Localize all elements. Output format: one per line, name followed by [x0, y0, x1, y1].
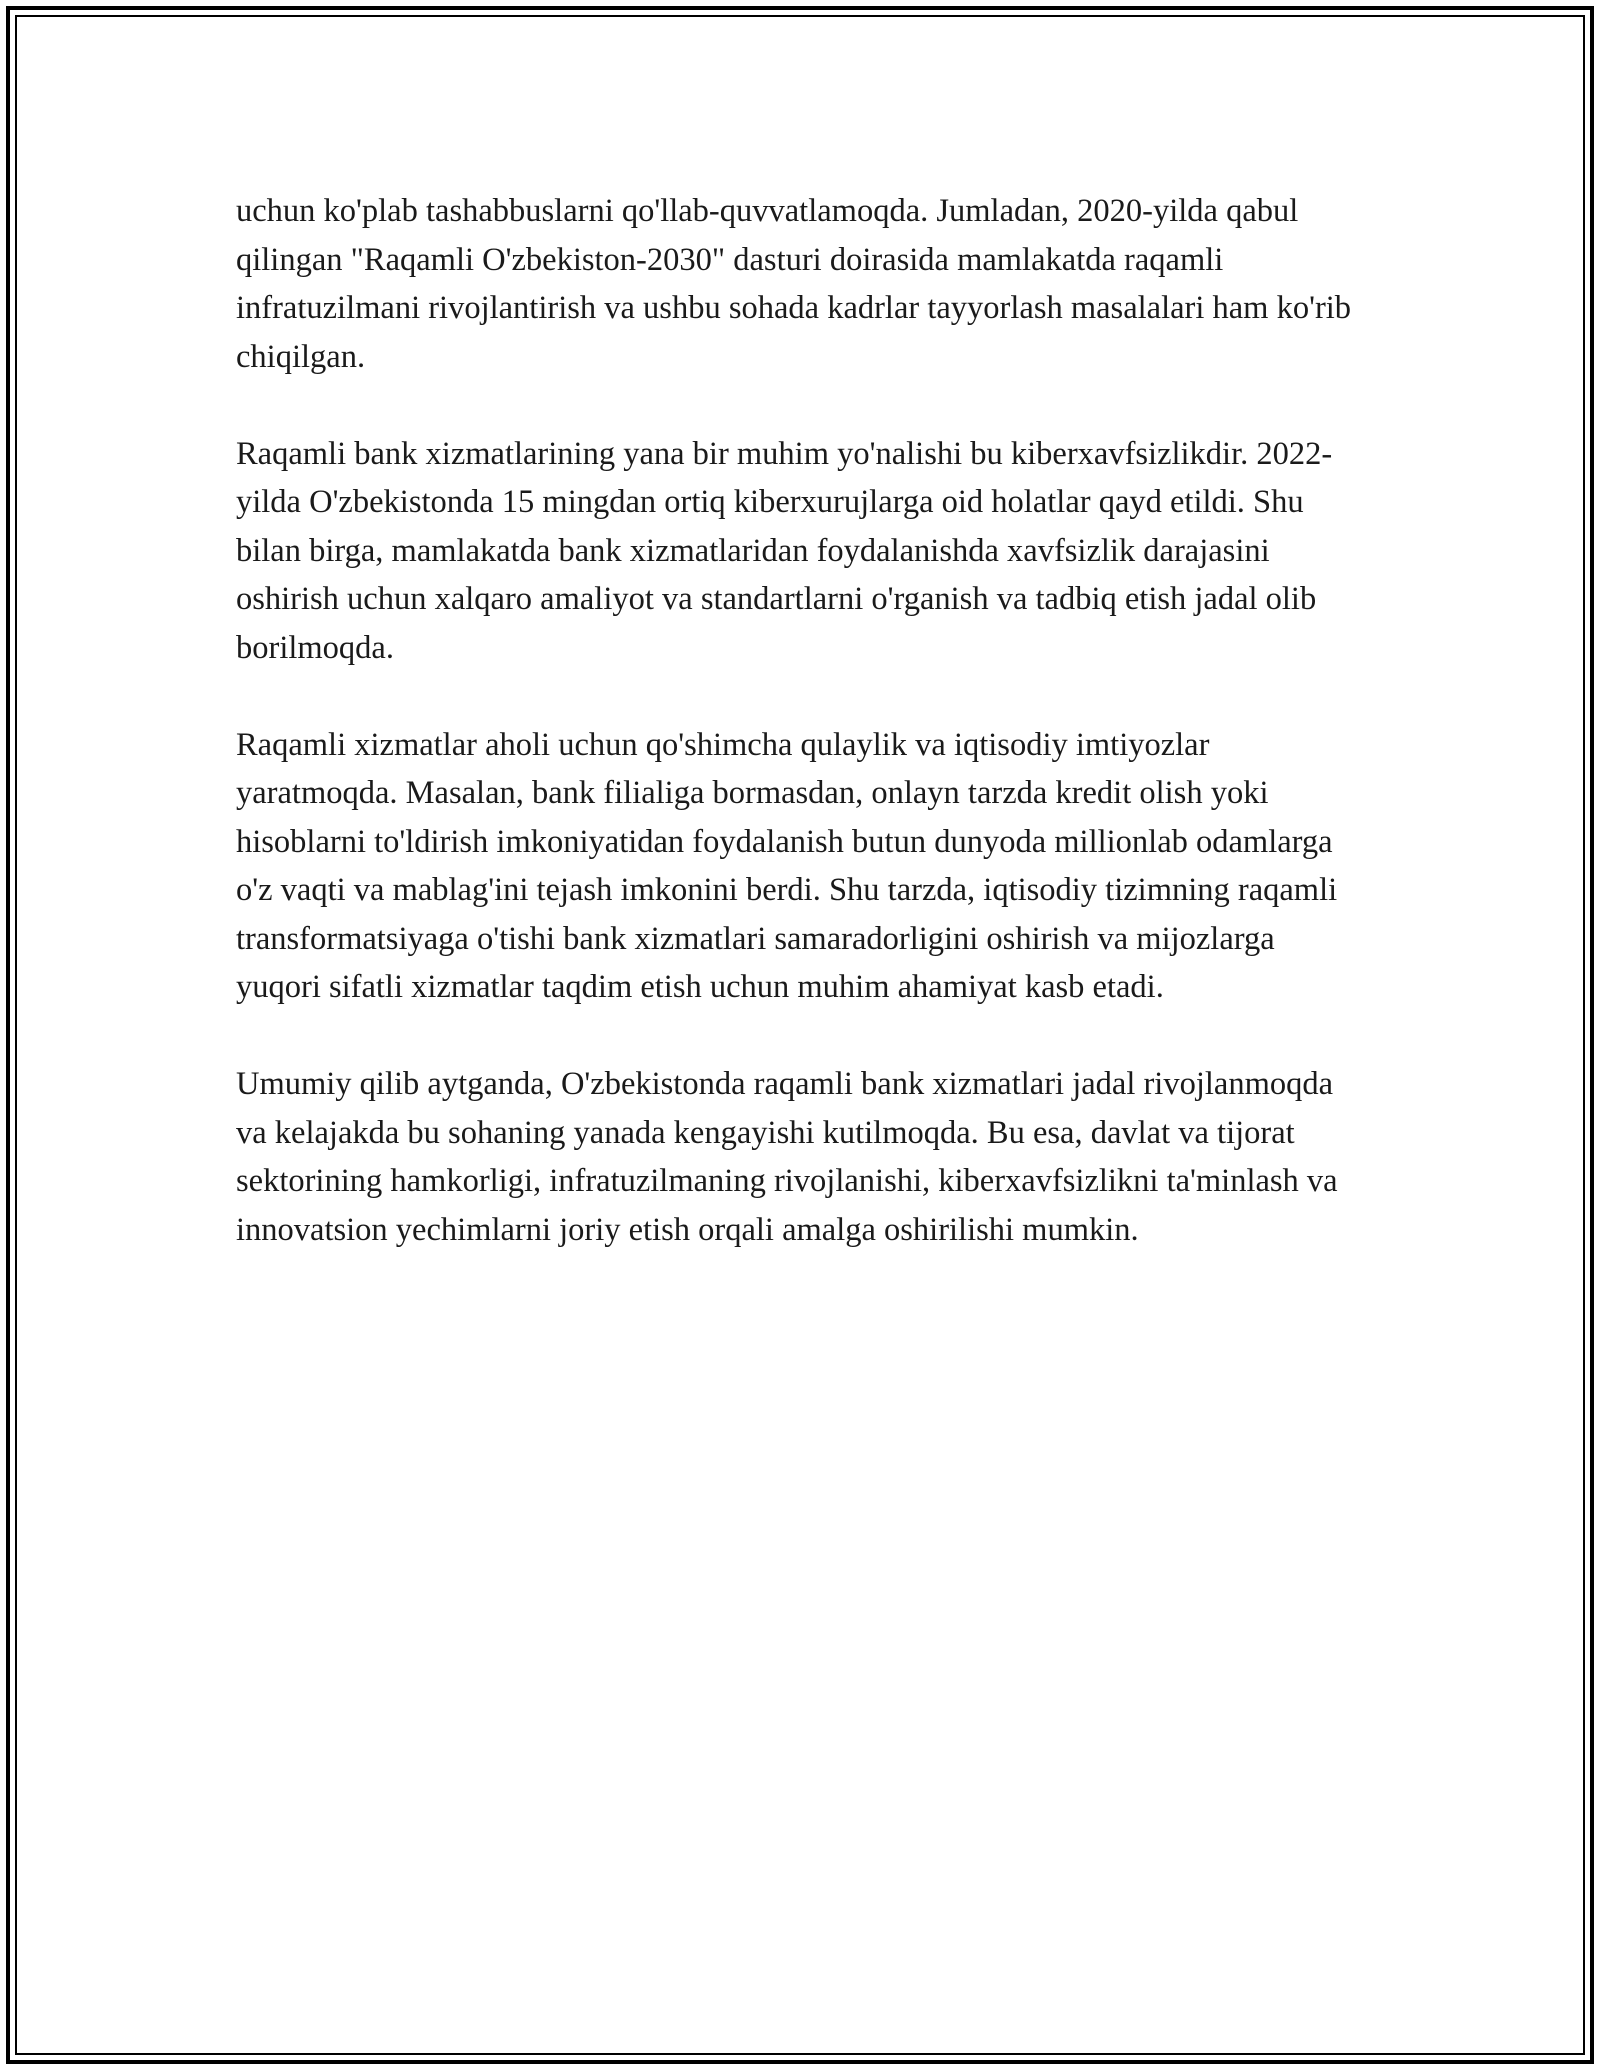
paragraph-4: Umumiy qilib aytganda, O'zbekistonda raqamli bank xizmatlari jadal rivojlanmoqda va kelajakda bu sohaning yanada kengayishi kutilmoqda. Bu esa, davlat va tijorat sektorining hamkorligi, infratuzilmaning rivojlanishi, kiberxavfsizlikni ta'minlash va innovatsion yechimlarni joriy etish orqali amalga oshirilishi mumkin. [236, 1066, 1338, 1248]
document-body [236, 187, 1366, 1303]
paragraph-1: uchun ko'plab tashabbuslarni qo'llab-quvvatlamoqda. Jumladan, 2020-yilda qabul qilingan "Raqamli O'zbekiston-2030" dasturi doirasida mamlakatda raqamli infratuzilmani rivojlantirish va ushbu sohada kadrlar tayyorlash masalalari ham ko'rib chiqilgan. [236, 193, 1352, 375]
paragraph-2: Raqamli bank xizmatlarining yana bir muhim yo'nalishi bu kiberxavfsizlikdir. 2022-yilda O'zbekistonda 15 mingdan ortiq kiberxurujlarga oid holatlar qayd etildi. Shu bilan birga, mamlakatda bank xizmatlaridan foydalanishda xavfsizlik darajasini oshirish uchun xalqaro amaliyot va standartlarni o'rganish va tadbiq etish jadal olib borilmoqda. [236, 435, 1333, 666]
paragraph-3: Raqamli xizmatlar aholi uchun qo'shimcha qulaylik va iqtisodiy imtiyozlar yaratmoqda. Masalan, bank filialiga bormasdan, onlayn tarzda kredit olish yoki hisoblarni to'ldirish imkoniyatidan foydalanish butun dunyoda millionlab odamlarga o'z vaqti va mablag'ini tejash imkonini berdi. Shu tarzda, iqtisodiy tizimning raqamli transformatsiyaga o'tishi bank xizmatlari samaradorligini oshirish va mijozlarga yuqori sifatli xizmatlar taqdim etish uchun muhim ahamiyat kasb etadi. [236, 726, 1338, 1005]
